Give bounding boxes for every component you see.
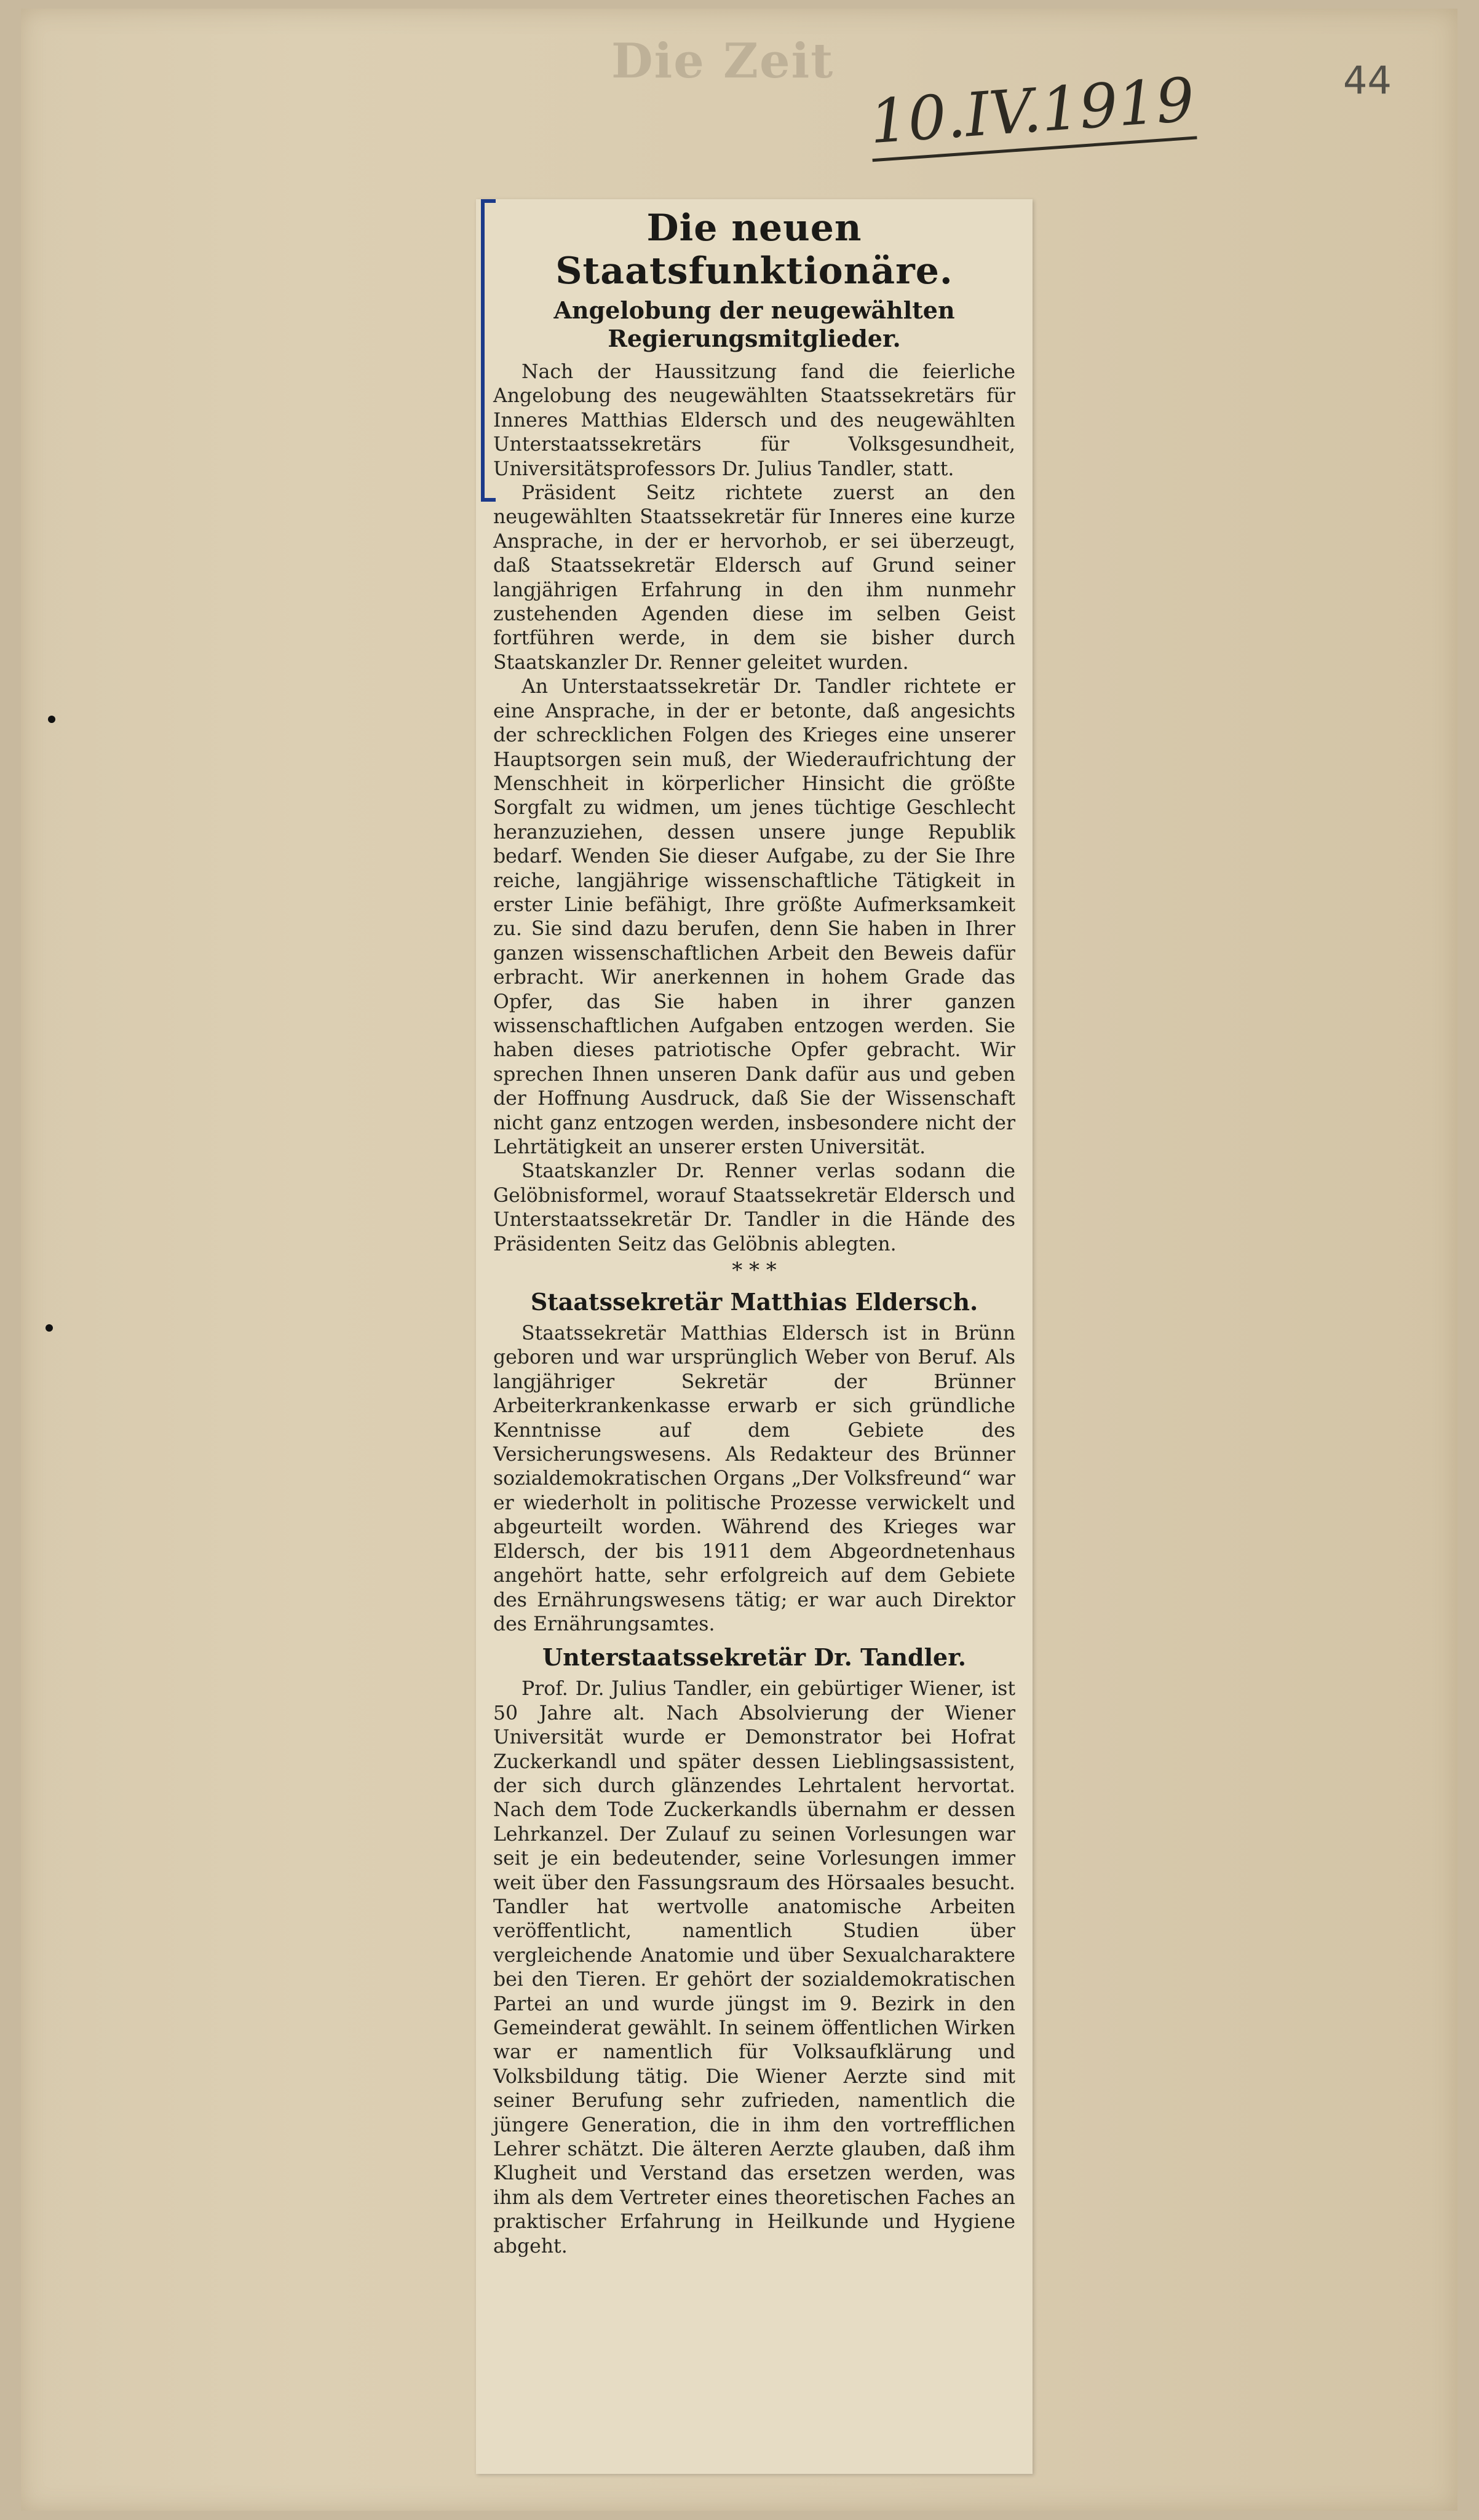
paragraph-1: Nach der Haussitzung fand die feierliche Angelobung des neugewählten Staatssekretärs für Inneres Matthias Eldersch und des neugewählten Unterstaatssekretärs für Volksgesundheit, Universitätsprofessors Dr. Julius Tandler, statt. — [493, 361, 1015, 480]
punch-hole-mark-bottom — [46, 1324, 53, 1332]
article-body — [493, 204, 1015, 2468]
newspaper-clipping — [476, 199, 1033, 2474]
paragraph-3: An Unterstaatssekretär Dr. Tandler richtete er eine Ansprache, in der er betonte, daß angesichts der schrecklichen Folgen des Krieges eine unserer Hauptsorgen sein muß, der Wiederaufrichtung der Menschheit in körperlicher Hinsicht die größte Sorgfalt zu widmen, um jenes tüchtige Geschlecht heranzuziehen, dessen unsere junge Republik bedarf. Wenden Sie dieser Aufgabe, zu der Sie Ihre reiche, langjährige wissenschaftliche Tätigkeit in erster Linie befähigt, Ihre größte Aufmerksamkeit zu. Sie sind dazu berufen, denn Sie haben in Ihrer ganzen wissenschaftlichen Arbeit den Beweis dafür erbracht. Wir anerkennen in hohem Grade das Opfer, das Sie haben in ihrer ganzen wissenschaftlichen Aufgaben entzogen werden. Sie haben dieses patriotische Opfer gebracht. Wir sprechen Ihnen unseren Dank dafür aus und geben der Hoffnung Ausdruck, daß Sie der Wissenschaft nicht ganz entzogen werden, insbesondere nicht der Lehrtätigkeit an unserer ersten Universität. — [493, 676, 1015, 1158]
paragraph-4: Staatskanzler Dr. Renner verlas sodann die Gelöbnisformel, worauf Staatssekretär Eldersch und Unterstaatssekretär Dr. Tandler in die Hände des Präsidenten Seitz das Gelöbnis ablegten. — [493, 1160, 1015, 1255]
newspaper-stamp: Die Zeit — [611, 33, 835, 89]
section-heading-tandler: Unterstaatssekretär Dr. Tandler. — [542, 1643, 966, 1672]
article-subheadline: Angelobung der neugewählten Regierungsmitglieder. — [553, 296, 955, 352]
archive-sheet — [21, 9, 1457, 2511]
paragraph-2: Präsident Seitz richtete zuerst an den neugewählten Staatssekretär für Inneres eine kurze Ansprache, in der er hervorhob, er sei überzeugt, daß Staatssekretär Eldersch auf Grund seiner langjährigen Erfahrung in den ihm nunmehr zustehenden Agenden diese im selben Geist fortführen werde, in dem sie bisher durch Staatskanzler Dr. Renner geleitet wurden. — [493, 482, 1015, 674]
article-headline: Die neuen Staatsfunktionäre. — [555, 207, 953, 293]
section-text-tandler: Prof. Dr. Julius Tandler, ein gebürtiger Wiener, ist 50 Jahre alt. Nach Absolvierung der Wiener Universität wurde er Demonstrator bei Hofrat Zuckerkandl und später dessen Lieblingsassistent, der sich durch glänzendes Lehrtalent hervortat. Nach dem Tode Zuckerkandls übernahm er dessen Lehrkanzel. Der Zulauf zu seinen Vorlesungen war seit je ein bedeutender, seine Vorlesungen immer weit über den Fassungsraum des Hörsaales besucht. Tandler hat wertvolle anatomische Arbeiten veröffentlicht, namentlich Studien über vergleichende Anatomie und über Sexualcharaktere bei den Tieren. Er gehört der sozialdemokratischen Partei an und wurde jüngst im 9. Bezirk in den Gemeinderat gewählt. In seinem öffentlichen Wirken war er namentlich für Volksaufklärung und Volksbildung tätig. Die Wiener Aerzte sind mit seiner Berufung sehr zufrieden, namentlich die jüngere Generation, die in ihm den vortrefflichen Lehrer schätzt. Die älteren Aerzte glauben, daß ihm Klugheit und Verstand das ersetzen werden, was ihm als dem Vertreter eines theoretischen Faches an praktischer Erfahrung in Heilkunde und Hygiene abgeht. — [493, 1678, 1015, 2257]
section-text-eldersch: Staatssekretär Matthias Eldersch ist in Brünn geboren und war ursprünglich Weber von Beruf. Als langjähriger Sekretär der Brünner Arbeiterkrankenkasse erwarb er sich gründliche Kenntnisse auf dem Gebiete des Versicherungswesens. Als Redakteur des Brünner sozialdemokratischen Organs „Der Volksfreund“ war er wiederholt in politische Prozesse verwickelt und abgeurteilt worden. Während des Krieges war Eldersch, der bis 1911 dem Abgeordnetenhaus angehört hatte, sehr erfolgreich auf dem Gebiete des Ernährungswesens tätig; er war auch Direktor des Ernährungsamtes. — [493, 1322, 1015, 1635]
section-heading-eldersch: Staatssekretär Matthias Eldersch. — [530, 1288, 978, 1316]
handwritten-date: 10.IV.1919 — [867, 65, 1197, 162]
punch-hole-mark-top — [48, 716, 55, 723]
separator-stars: * * * — [732, 1258, 777, 1283]
page-number: 44 — [1343, 58, 1392, 103]
